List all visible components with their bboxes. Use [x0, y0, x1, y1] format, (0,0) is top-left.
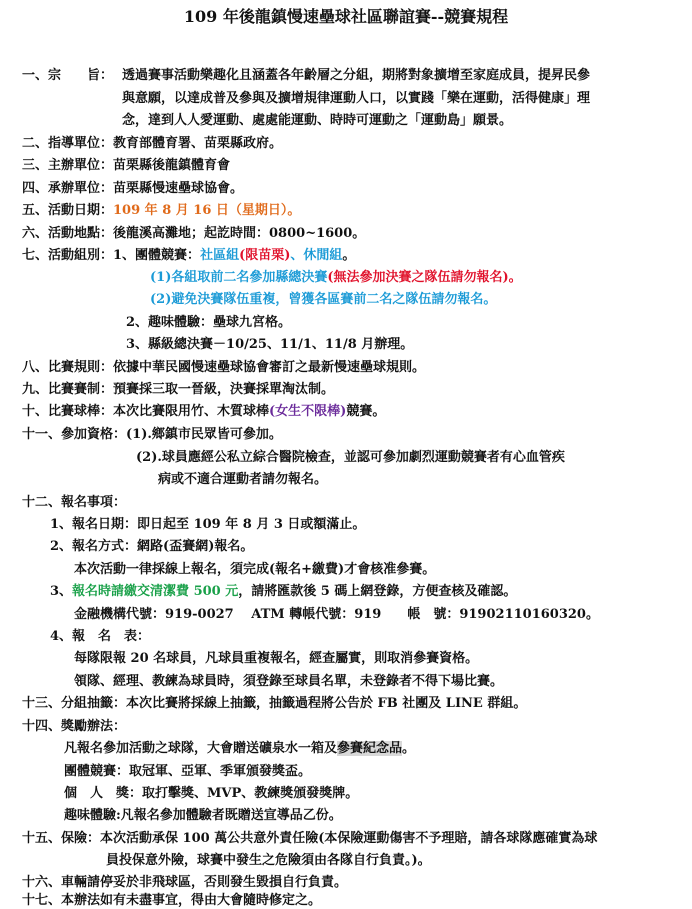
section-12-item-4: 4、報 名 表： [50, 629, 151, 644]
section-13-text: 本次比賽將採線上抽籤，抽籤過程將公告於 FB 社團及 LINE 群組。 [126, 696, 527, 711]
section-14-label: 十四、獎勵辦法： [22, 719, 127, 734]
section-15-line-2: 員投保意外險，球賽中發生之危險須由各隊自行負責。)。 [106, 853, 431, 868]
section-12-item-1: 1、報名日期：即日起至 109 年 8 月 3 日或額滿止。 [50, 517, 366, 532]
section-3-text: 苗栗縣後龍鎮體育會 [113, 158, 231, 173]
section-7 [22, 248, 355, 264]
section-12-item-4-b: 領隊、經理、教練為球員時，須登錄至球員名單，未登錄者不得下場比賽。 [74, 674, 504, 689]
section-7-note-1 [150, 270, 522, 286]
section-5 [22, 203, 300, 219]
section-6-label: 六、活動地點： [22, 226, 114, 241]
community-group-limit: (限苗栗) [239, 248, 291, 263]
section-2-text: 教育部體育署、苗栗縣政府。 [113, 136, 283, 151]
section-10-text-a: 本次比賽限用竹、木質球棒 [113, 404, 270, 419]
section-9 [22, 382, 334, 398]
section-10-text-c: 競賽。 [346, 404, 386, 419]
section-8 [22, 360, 425, 376]
section-7-note-2: (2)避免決賽隊伍重複，曾獲各區賽前二名之隊伍請勿報名。 [150, 292, 497, 307]
section-7-item-2: 2、趣味體驗：壘球九宮格。 [126, 315, 292, 330]
section-1-line-3: 念，達到人人愛運動、處處能運動、時時可運動之「運動島」願景。 [122, 113, 513, 128]
section-11-line-2: (2).球員應經公私立綜合醫院檢查，並認可參加劇烈運動競賽者有心血管疾 [136, 450, 565, 465]
section-14-line-2: 團體競賽：取冠軍、亞軍、季軍頒發獎盃。 [64, 764, 312, 779]
document-title: 109 年後龍鎮慢速壘球社區聯誼賽--競賽規程 [183, 7, 509, 26]
section-12-item-2-detail: 本次活動一律採線上報名，須完成(報名+繳費)才會核准參賽。 [74, 562, 436, 577]
section-5-label: 五、活動日期： [22, 203, 114, 218]
section-1-line-1: 透過賽事活動樂趣化且涵蓋各年齡層之分組，期將對象擴增至家庭成員，提昇民參 [122, 68, 591, 83]
section-14-line-1-c: 。 [402, 741, 416, 756]
cleaning-fee: 報名時請繳交清潔費 500 元 [72, 584, 239, 599]
section-17: 十七、本辦法如有未盡事宜，得由大會隨時修定之。 [22, 893, 322, 908]
section-7-item-1-prefix: 1、團體競賽： [113, 248, 201, 263]
section-11-line-3: 病或不適合運動者請勿報名。 [158, 472, 328, 487]
section-3-label: 三、主辦單位： [22, 158, 114, 173]
section-4-label: 四、承辦單位： [22, 181, 114, 196]
section-15-line-1: 本次活動承保 100 萬公共意外責任險(本保險運動傷害不予理賠，請各球隊應確實為球 [100, 831, 598, 846]
section-8-label: 八、比賽規則： [22, 360, 114, 375]
section-4 [22, 181, 243, 197]
section-1-label: 一、宗 旨： [22, 68, 114, 83]
section-13-label: 十三、分組抽籤： [22, 696, 127, 711]
section-11 [22, 427, 282, 443]
section-14-line-3: 個 人 獎：取打擊獎、MVP、教練獎頒發獎牌。 [64, 786, 359, 801]
section-14-line-1-a: 凡報名參加活動之球隊，大會贈送礦泉水一箱及 [64, 741, 338, 756]
section-12-item-4-a: 每隊限報 20 名球員，凡球員重複報名，經查屬實，則取消參賽資格。 [74, 651, 479, 666]
section-8-text: 依據中華民國慢速壘球協會審訂之最新慢速壘球規則。 [113, 360, 426, 375]
section-1-line-2: 與意願，以達成普及參與及擴增規律運動人口，以實踐「樂在運動，活得健康」理 [122, 91, 591, 106]
section-5-text: 109 年 8 月 16 日（星期日）。 [113, 203, 301, 218]
section-6 [22, 226, 365, 242]
section-10 [22, 404, 385, 420]
section-2-label: 二、指導單位： [22, 136, 114, 151]
bank-info: 金融機構代號：919-0027 ATM 轉帳代號：919 帳 號：91902110160320。 [74, 607, 599, 622]
section-12-item-3-rest: ，請將匯款後 5 碼上網登錄，方便查核及確認。 [238, 584, 517, 599]
community-group: 社區組 [200, 248, 240, 263]
section-2 [22, 136, 282, 152]
section-10-text-b: (女生不限棒) [269, 404, 347, 419]
section-6-text: 後龍溪高灘地；起訖時間：0800~1600。 [113, 226, 366, 241]
section-14-line-1 [64, 741, 415, 757]
section-13 [22, 696, 526, 712]
section-12-item-2: 2、報名方式：網路(盃賽網)報名。 [50, 539, 254, 554]
section-12-item-3-num: 3、 [50, 584, 73, 599]
section-12-item-3 [50, 584, 516, 600]
leisure-group: 、休閒組 [290, 248, 343, 263]
section-7-note-1-c: 。 [508, 270, 522, 285]
section-4-text: 苗栗縣慢速壘球協會。 [113, 181, 244, 196]
section-12-label: 十二、報名事項： [22, 495, 127, 510]
section-11-line-1: (1).鄉鎮市民眾皆可參加。 [126, 427, 282, 442]
section-15-label: 十五、保險： [22, 831, 101, 846]
section-3 [22, 158, 230, 174]
section-7-item-1-end: 。 [342, 248, 356, 263]
souvenir-highlight: 參賽紀念品 [337, 741, 403, 756]
section-9-label: 九、比賽賽制： [22, 382, 114, 397]
section-9-text: 預賽採三取一晉級，決賽採單淘汰制。 [113, 382, 335, 397]
section-11-label: 十一、參加資格： [22, 427, 127, 442]
section-14-line-4: 趣味體驗:凡報名參加體驗者既贈送宣導品乙份。 [64, 808, 342, 823]
section-10-label: 十、比賽球棒： [22, 404, 114, 419]
section-7-item-3: 3、縣級總決賽－10/25、11/1、11/8 月辦理。 [126, 337, 414, 352]
section-7-note-1-a: (1)各組取前二名參加縣總決賽 [150, 270, 328, 285]
section-16: 十六、車輛請停妥於非飛球區，否則發生毀損自行負責。 [22, 875, 348, 890]
section-7-label: 七、活動組別： [22, 248, 114, 263]
section-7-note-1-b: (無法參加決賽之隊伍請勿報名) [327, 270, 509, 285]
section-15 [22, 831, 597, 847]
